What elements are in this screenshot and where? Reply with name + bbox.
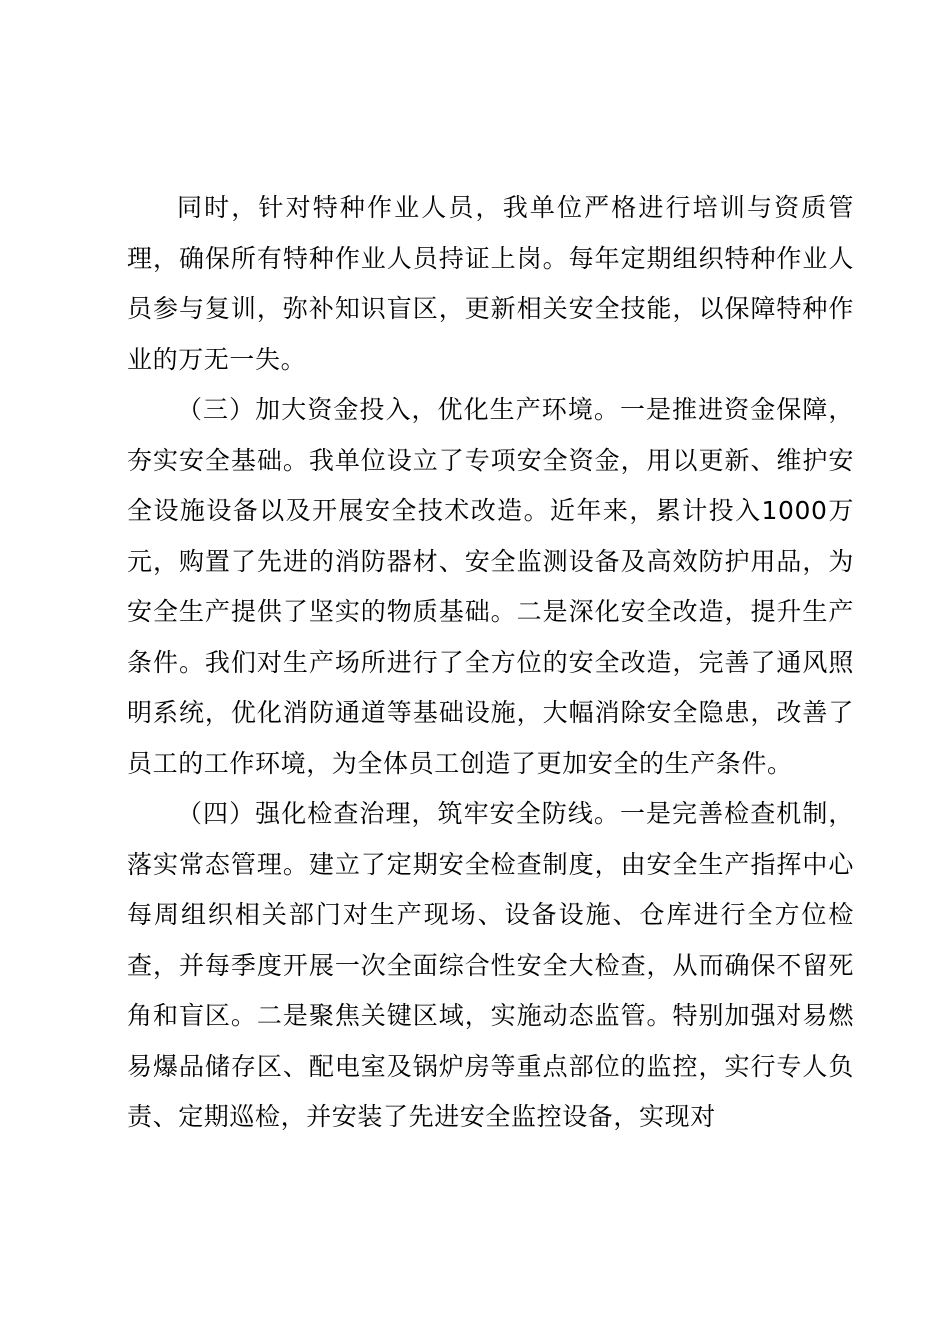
paragraph-training: 同时，针对特种作业人员，我单位严格进行培训与资质管理，确保所有特种作业人员持证上岗。每年定期组织特种作业人员参与复训，弥补知识盲区，更新相关安全技能，以保障特种作业的万无一失。 [127,193,854,374]
paragraph-funding: （三）加大资金投入，优化生产环境。一是推进资金保障，夯实安全基础。我单位设立了专项安全资金，用以更新、维护安全设施设备以及开展安全技术改造。近年来，累计投入1000万元，购置了先进的消防器材、安全监测设备及高效防护用品，为安全生产提供了坚实的物质基础。二是深化安全改造，提升生产条件。我们对生产场所进行了全方位的安全改造，完善了通风照明系统，优化消防通道等基础设施，大幅消除安全隐患，改善了员工的工作环境，为全体员工创造了更加安全的生产条件。 [127,395,854,778]
body-text [127,183,854,1143]
paragraph-inspection: （四）强化检查治理，筑牢安全防线。一是完善检查机制，落实常态管理。建立了定期安全检查制度，由安全生产指挥中心每周组织相关部门对生产现场、设备设施、仓库进行全方位检查，并每季度开展一次全面综合性安全大检查，从而确保不留死角和盲区。二是聚焦关键区域，实施动态监管。特别加强对易燃易爆品储存区、配电室及锅炉房等重点部位的监控，实行专人负责、定期巡检，并安装了先进安全监控设备，实现对 [127,799,854,1131]
